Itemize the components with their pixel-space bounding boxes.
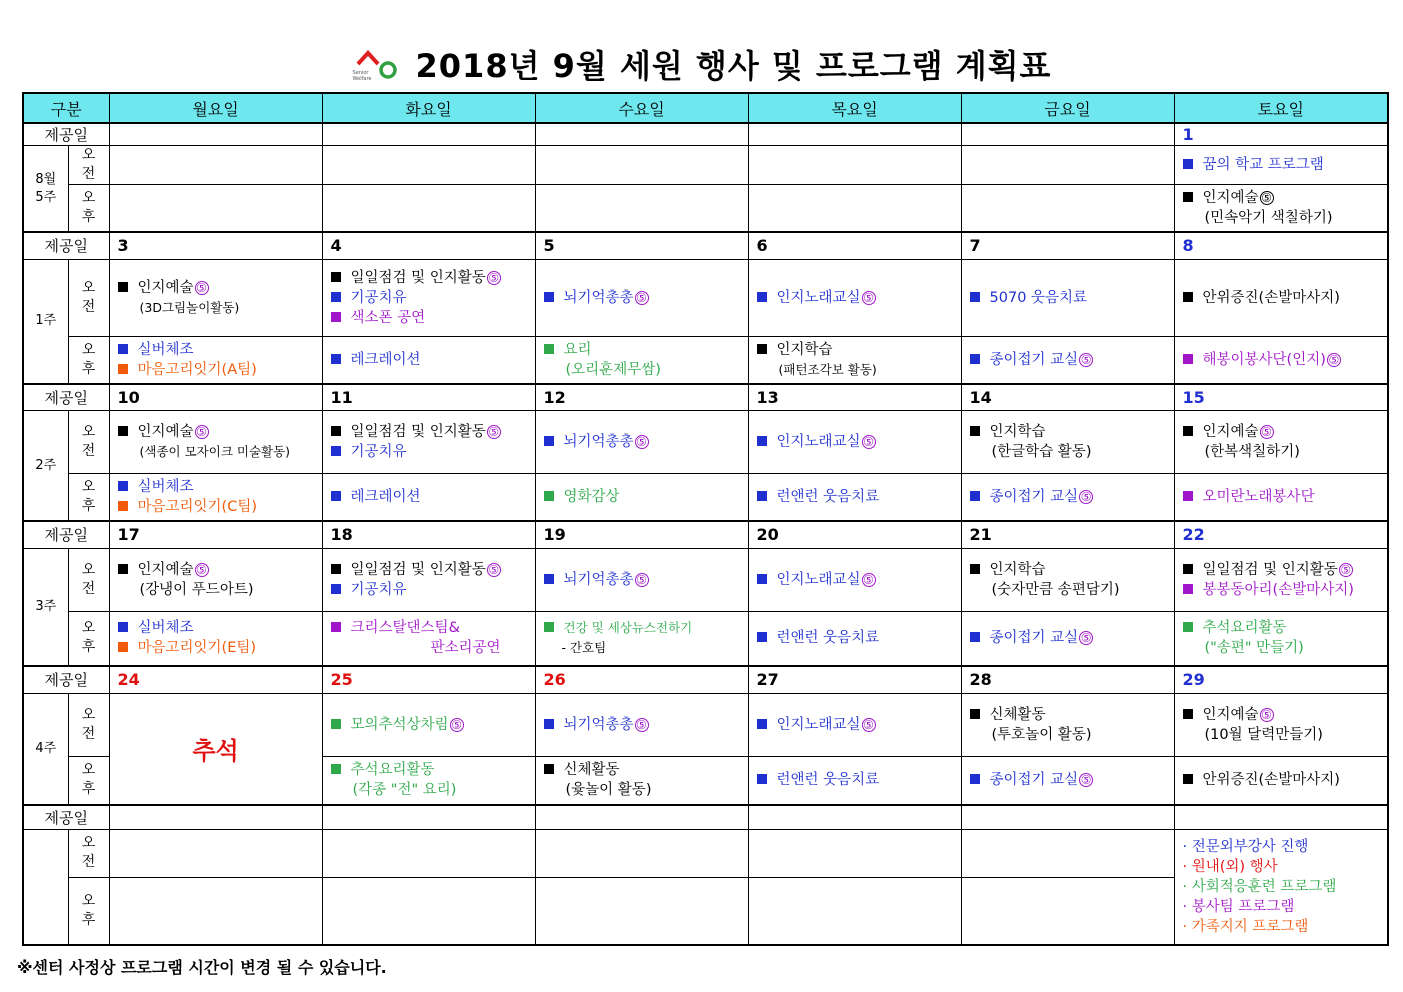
program-cell: 오미란노래봉사단 xyxy=(1174,474,1388,522)
provision-day-label: 제공일 xyxy=(23,521,109,548)
date-cell: 27 xyxy=(748,666,961,693)
pm-label: 오 후 xyxy=(68,336,109,384)
schedule-table xyxy=(22,92,1389,946)
date-row xyxy=(23,384,1388,411)
pm-label: 오 후 xyxy=(68,185,109,233)
date-cell: 19 xyxy=(535,521,748,548)
page-title: 2018년 9월 세원 행사 및 프로그램 계획표 xyxy=(415,47,1052,85)
program-cell: 인지예술 ⑤ (10월 달력만들기) xyxy=(1174,693,1388,756)
header-row xyxy=(23,93,1388,123)
program-cell: 크리스탈댄스팀& 판소리공연 xyxy=(322,611,535,666)
date-cell: 4 xyxy=(322,232,535,259)
date-cell: 18 xyxy=(322,521,535,548)
week-label: 4주 xyxy=(23,693,68,805)
program-cell: 뇌기억총총 ⑤ xyxy=(535,693,748,756)
program-cell: 신체활동 (투호놀이 활동) xyxy=(961,693,1174,756)
pm-row xyxy=(23,336,1388,384)
program-cell: 모의추석상차림 ⑤ xyxy=(322,693,535,756)
am-label: 오 전 xyxy=(68,259,109,336)
date-cell: 15 xyxy=(1174,384,1388,411)
date-cell: 12 xyxy=(535,384,748,411)
am-row xyxy=(23,548,1388,611)
date-cell: 17 xyxy=(109,521,322,548)
date-cell: 24 xyxy=(109,666,322,693)
date-cell: 22 xyxy=(1174,521,1388,548)
legend xyxy=(1174,829,1388,945)
program-cell: 레크레이션 xyxy=(322,336,535,384)
program-cell: 종이접기 교실 ⑤ xyxy=(961,336,1174,384)
week-label: 1주 xyxy=(23,259,68,384)
date-row xyxy=(23,123,1388,146)
program-cell: 안위증진(손발마사지) xyxy=(1174,259,1388,336)
am-label: 오 전 xyxy=(68,829,109,877)
am-label: 오 전 xyxy=(68,146,109,185)
provision-day-label: 제공일 xyxy=(23,805,109,829)
program-cell: 런앤런 웃음치료 xyxy=(748,756,961,805)
program-cell: 레크레이션 xyxy=(322,474,535,522)
am-row xyxy=(23,411,1388,474)
pm-label: 오 후 xyxy=(68,474,109,522)
date-cell: 1 xyxy=(1174,123,1388,146)
program-cell: 영화감상 xyxy=(535,474,748,522)
date-cell: 25 xyxy=(322,666,535,693)
program-cell: 일일점검 및 인지활동 ⑤ 봉봉동아리(손발마사지) xyxy=(1174,548,1388,611)
program-cell: 실버체조 마음고리잇기(E팀) xyxy=(109,611,322,666)
am-row xyxy=(23,259,1388,336)
am-label: 오 전 xyxy=(68,411,109,474)
program-cell: 인지학습 (숫자만큼 송편담기) xyxy=(961,548,1174,611)
program-cell: 안위증진(손발마사지) xyxy=(1174,756,1388,805)
pm-label: 오 후 xyxy=(68,611,109,666)
program-cell: 인지예술 ⑤ (민속악기 색칠하기) xyxy=(1174,185,1388,233)
program-cell: 인지노래교실 ⑤ xyxy=(748,411,961,474)
legend-item: · 원내(외) 행사 xyxy=(1182,858,1278,875)
program-cell: 인지노래교실 ⑤ xyxy=(748,548,961,611)
header-fri: 금요일 xyxy=(961,93,1174,123)
date-cell: 3 xyxy=(109,232,322,259)
date-row xyxy=(23,521,1388,548)
program-cell: 해봉이봉사단(인지) ⑤ xyxy=(1174,336,1388,384)
week-label xyxy=(23,829,68,945)
am-row xyxy=(23,146,1388,185)
legend-item: · 봉사팀 프로그램 xyxy=(1182,898,1295,915)
program-cell: 인지학습 (한글학습 활동) xyxy=(961,411,1174,474)
date-cell: 10 xyxy=(109,384,322,411)
pm-label: 오 후 xyxy=(68,756,109,805)
legend-item: · 전문외부강사 진행 xyxy=(1182,838,1309,855)
date-cell: 20 xyxy=(748,521,961,548)
date-cell: 21 xyxy=(961,521,1174,548)
logo: Senior Welfare xyxy=(352,44,402,84)
header-wed: 수요일 xyxy=(535,93,748,123)
date-cell: 26 xyxy=(535,666,748,693)
program-cell: 추석요리활동 (각종 "전" 요리) xyxy=(322,756,535,805)
program-cell: 인지노래교실 ⑤ xyxy=(748,693,961,756)
header-sat: 토요일 xyxy=(1174,93,1388,123)
date-cell: 11 xyxy=(322,384,535,411)
program-cell: 5070 웃음치료 xyxy=(961,259,1174,336)
pm-row xyxy=(23,185,1388,233)
program-cell: 인지예술 ⑤ (색종이 모자이크 미술활동) xyxy=(109,411,322,474)
legend-item: · 사회적응훈련 프로그램 xyxy=(1182,878,1337,895)
am-row xyxy=(23,693,1388,756)
program-cell: 인지예술 ⑤ (강냉이 푸드아트) xyxy=(109,548,322,611)
pm-row xyxy=(23,611,1388,666)
footnote: ※센터 사정상 프로그램 시간이 변경 될 수 있습니다. xyxy=(17,958,387,977)
legend-item: · 가족지지 프로그램 xyxy=(1182,918,1309,935)
program-cell: 요리 (오리훈제무쌈) xyxy=(535,336,748,384)
date-cell: 14 xyxy=(961,384,1174,411)
date-cell: 6 xyxy=(748,232,961,259)
program-cell: 종이접기 교실 ⑤ xyxy=(961,611,1174,666)
pm-row xyxy=(23,474,1388,522)
program-cell: 실버체조 마음고리잇기(C팀) xyxy=(109,474,322,522)
program-cell: 종이접기 교실 ⑤ xyxy=(961,474,1174,522)
date-cell: 8 xyxy=(1174,232,1388,259)
program-cell: 뇌기억총총 ⑤ xyxy=(535,411,748,474)
provision-day-label: 제공일 xyxy=(23,123,109,146)
program-cell: 인지예술 ⑤ (3D그림놀이활동) xyxy=(109,259,322,336)
header-tue: 화요일 xyxy=(322,93,535,123)
date-cell: 13 xyxy=(748,384,961,411)
program-cell: 인지예술 ⑤ (한복색칠하기) xyxy=(1174,411,1388,474)
date-row xyxy=(23,232,1388,259)
program-cell: 일일점검 및 인지활동 ⑤ 기공치유 xyxy=(322,411,535,474)
am-row xyxy=(23,829,1388,877)
week-label: 2주 xyxy=(23,411,68,522)
week-label: 3주 xyxy=(23,548,68,666)
date-row xyxy=(23,805,1388,829)
week-label: 8월 5주 xyxy=(23,146,68,233)
header-category: 구분 xyxy=(23,93,109,123)
program-cell: 인지노래교실 ⑤ xyxy=(748,259,961,336)
program-cell: 종이접기 교실 ⑤ xyxy=(961,756,1174,805)
provision-day-label: 제공일 xyxy=(23,384,109,411)
program-cell: 뇌기억총총 ⑤ xyxy=(535,259,748,336)
program-cell: 뇌기억총총 ⑤ xyxy=(535,548,748,611)
header-mon: 월요일 xyxy=(109,93,322,123)
provision-day-label: 제공일 xyxy=(23,666,109,693)
program-cell: 건강 및 세상뉴스전하기 - 간호팀 xyxy=(535,611,748,666)
header-thu: 목요일 xyxy=(748,93,961,123)
program-cell: 런앤런 웃음치료 xyxy=(748,474,961,522)
holiday-cell: 추석 xyxy=(109,693,322,805)
program-cell: 실버체조 마음고리잇기(A팀) xyxy=(109,336,322,384)
program-cell: 추석요리활동 ("송편" 만들기) xyxy=(1174,611,1388,666)
am-label: 오 전 xyxy=(68,693,109,756)
title-area xyxy=(0,42,1403,86)
program-cell: 일일점검 및 인지활동 ⑤ 기공치유 xyxy=(322,548,535,611)
program-cell: 꿈의 학교 프로그램 xyxy=(1174,146,1388,185)
date-cell: 29 xyxy=(1174,666,1388,693)
date-row xyxy=(23,666,1388,693)
date-cell: 5 xyxy=(535,232,748,259)
date-cell: 28 xyxy=(961,666,1174,693)
provision-day-label: 제공일 xyxy=(23,232,109,259)
am-label: 오 전 xyxy=(68,548,109,611)
pm-label: 오 후 xyxy=(68,877,109,945)
date-cell: 7 xyxy=(961,232,1174,259)
program-cell: 일일점검 및 인지활동 ⑤ 기공치유 색소폰 공연 xyxy=(322,259,535,336)
program-cell: 인지학습 (패턴조각보 활동) xyxy=(748,336,961,384)
program-cell: 런앤런 웃음치료 xyxy=(748,611,961,666)
program-cell: 신체활동 (윷놀이 활동) xyxy=(535,756,748,805)
